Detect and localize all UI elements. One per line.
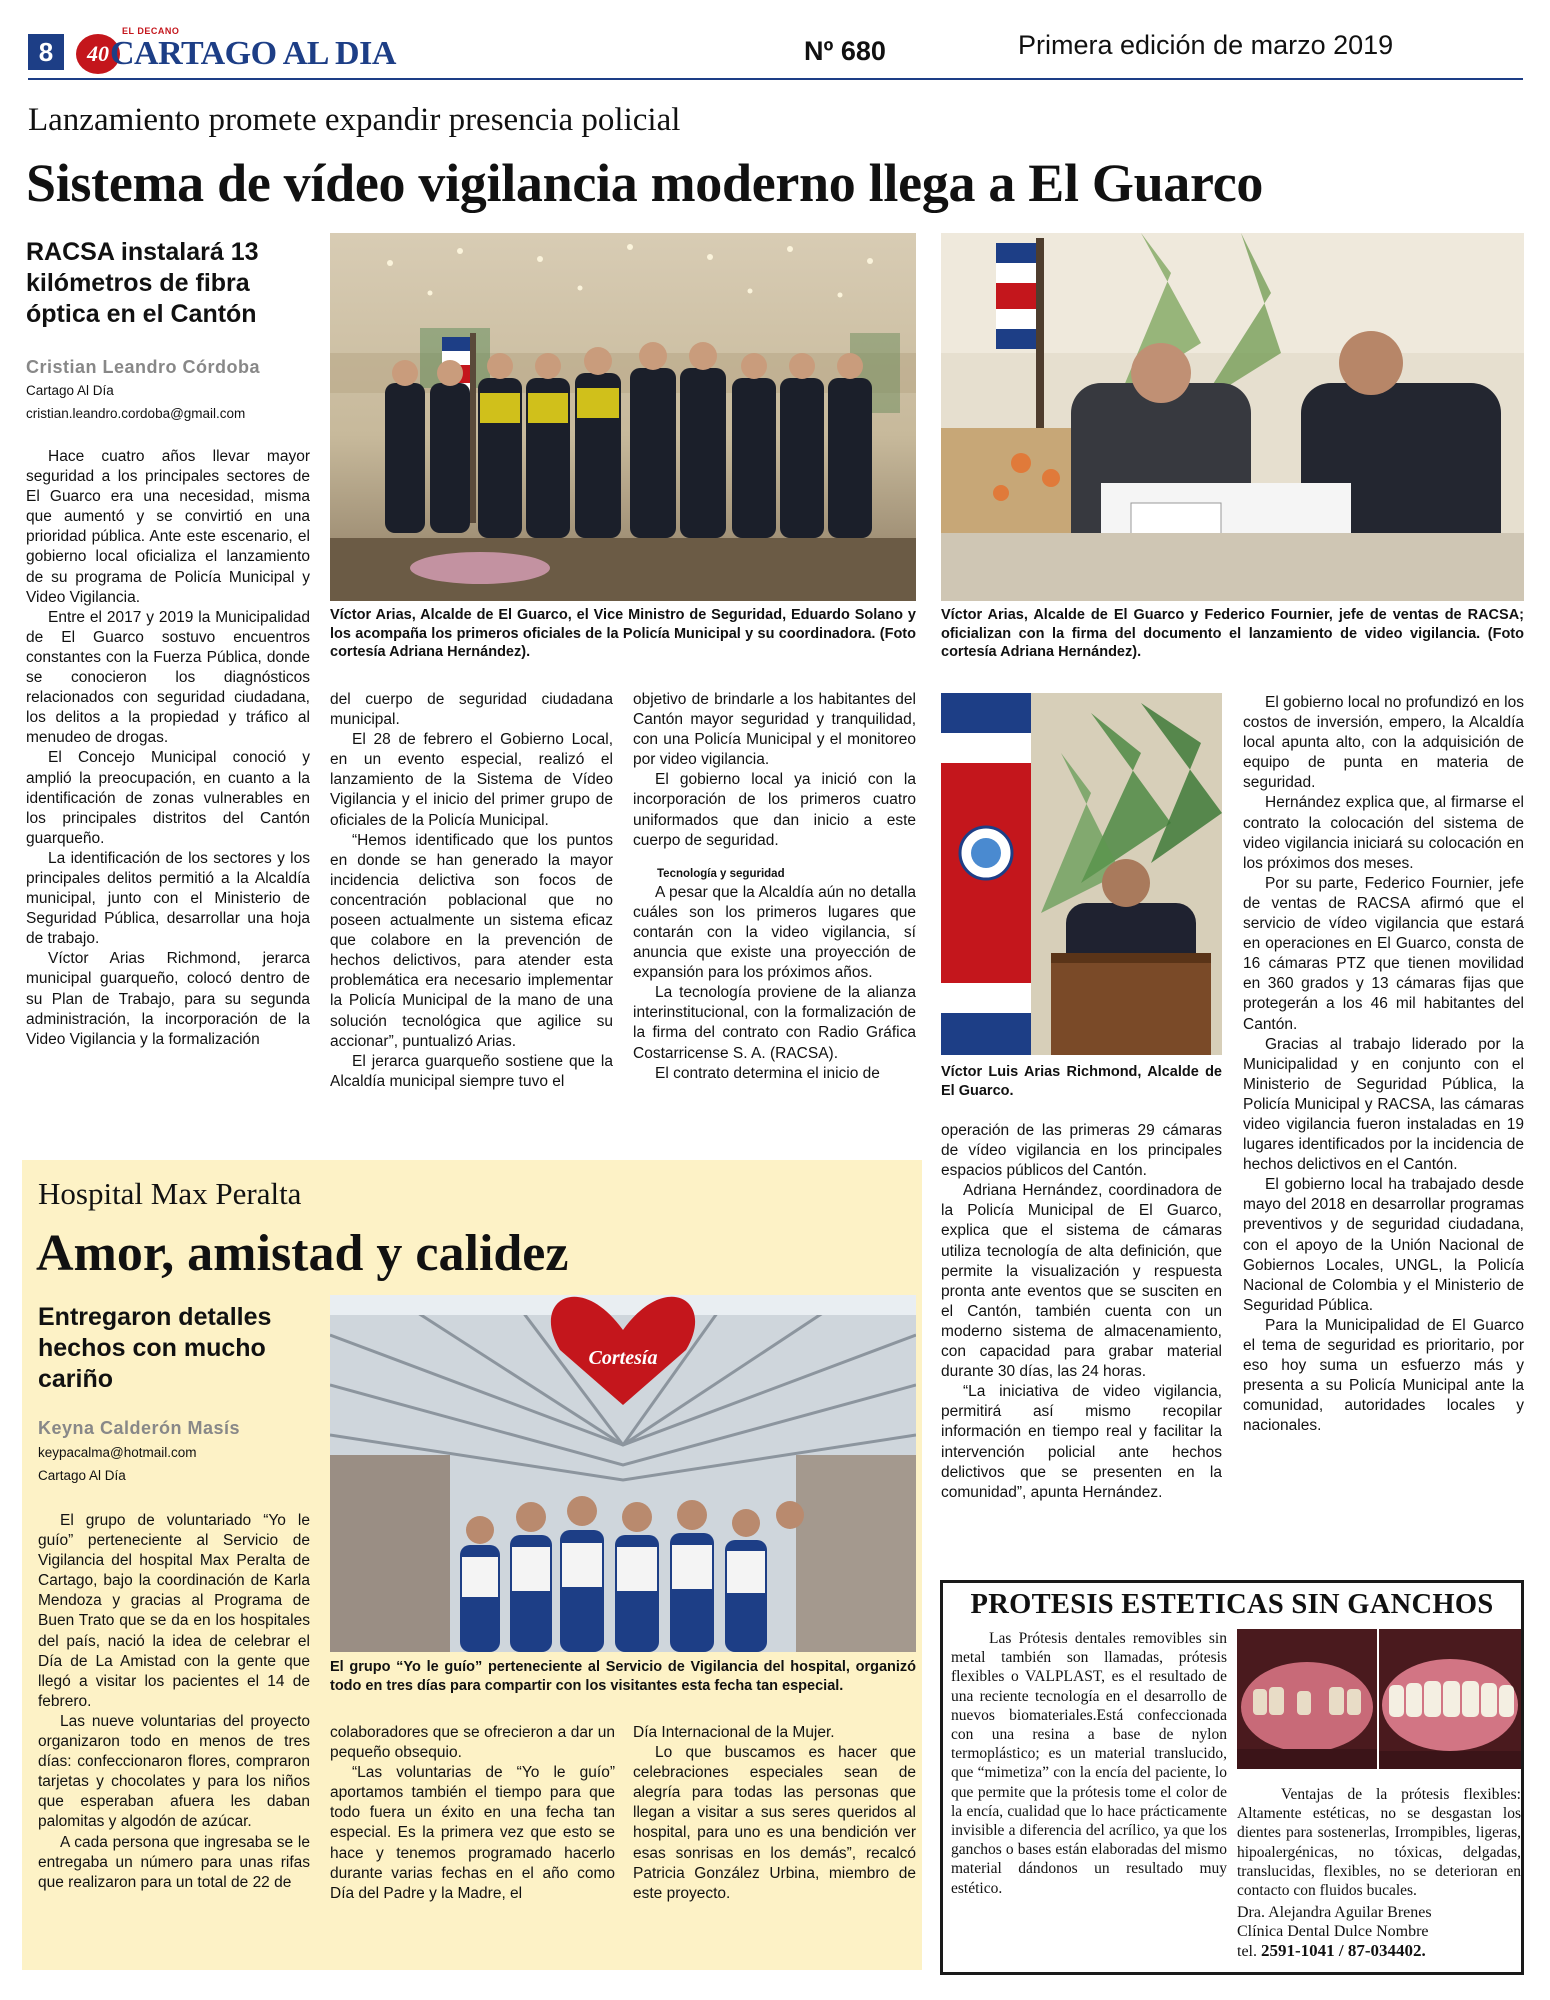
paragraph: Hernández explica que, al firmarse el contrato la colocación del sistema de video vigilancia iniciará su colocación en los próximos dos meses. <box>1243 794 1524 872</box>
ad-teeth-after <box>1379 1629 1521 1769</box>
feature-email: keypacalma@hotmail.com <box>38 1445 197 1460</box>
ad-title: PROTESIS ESTETICAS SIN GANCHOS <box>970 1589 1494 1620</box>
ad-body: Las Prótesis dentales removibles sin metal también son llamadas, prótesis flexibles o VALPLAST, es el resultado de una reciente tecnología en el desarrollo de nuevos biomateriales.Está confeccionada con una resina a base de nylon termoplástico; es un material translucido, que “mimetiza” con la encía del paciente, lo que permite que la prótesis tome el color de la encía, cualidad que lo hace prácticamente invisible a diferencia del acrílico, ya que los ganchos o bases están elaboradas del mismo material dándonos un resultado muy estético. <box>951 1630 1227 1897</box>
paragraph-continued: operación de las primeras 29 cámaras de vídeo vigilancia en los principales espacios públicos del Cantón. <box>941 1122 1222 1180</box>
feature-col2 <box>330 1723 615 1904</box>
paragraph-continued: Día Internacional de la Mujer. <box>633 1724 835 1741</box>
logo-name: CARTAGO AL DIA <box>110 35 396 72</box>
main-col2 <box>330 690 613 1092</box>
paragraph: Gracias al trabajo liderado por la Municipalidad y en conjunto con el Ministerio de Seguridad Pública, la Policía Municipal y RACSA, las cámaras video vigilancia fueron instaladas en 19 lugares identificados por la incidencia de hechos delictivos en el Cantón. <box>1243 1035 1524 1174</box>
ad-phones: 2591-1041 / 87-034402. <box>1261 1941 1426 1960</box>
feature-subhead: Entregaron detalles hechos con mucho cariño <box>38 1303 272 1393</box>
paragraph: Hace cuatro años llevar mayor seguridad a los principales sectores de El Guarco era una necesidad, misma que aumentó y se convirtió en una prioridad pública. Ante este escenario, el gobierno local oficializa el lanzamiento de su programa de Policía Municipal y Video Vigilancia. <box>26 448 310 606</box>
paragraph: A pesar que la Alcaldía aún no detalla cuáles son los primeros lugares que contarán con la video vigilancia, sí anuncia que existe una proyección de expansión para los próximos años. <box>633 883 916 982</box>
ad-phone-label: tel. <box>1237 1943 1257 1960</box>
photo-signing-caption: Víctor Arias, Alcalde de El Guarco y Federico Fournier, jefe de ventas de RACSA; oficializan con la firma del documento el lanzamiento de video vigilancia. (Foto cortesía Adriana Hernández). <box>941 607 1524 660</box>
paragraph: “Las voluntarias de “Yo le guío” aportamos también el tiempo para que todo fuera un éxito en una fecha tan especial. Es la primera vez que esto se hace y tenemos programado hacerlo durante varias fechas en el año como Día del Padre y la Madre, el <box>330 1764 615 1902</box>
photo-volunteers-caption: El grupo “Yo le guío” perteneciente al Servicio de Vigilancia del hospital, organizó todo en tres días para compartir con los visitantes esta fecha tan especial. <box>330 1659 916 1694</box>
paragraph-continued: objetivo de brindarle a los habitantes del Cantón mayor seguridad y tranquilidad, con una Policía Municipal y el monitoreo por video vigilancia. <box>633 691 916 769</box>
paragraph: “La iniciativa de video vigilancia, permitirá así mismo recopilar información en tiempo real y facilitar la intervención policial ante hechos delictivos que se presenten en la comunidad”, apunta Hernández. <box>941 1383 1222 1501</box>
photo-officers-group <box>330 233 916 601</box>
paragraph: Lo que buscamos es hacer que celebraciones especiales sean de alegría para todas las personas que llegan a visitar a sus seres queridos al hospital, para uno es una bendición ver esas sonrisas en los demás”, recalcó Patricia González Urbina, miembro de este proyecto. <box>633 1744 916 1902</box>
photo-mayor-caption: Víctor Luis Arias Richmond, Alcalde de El Guarco. <box>941 1064 1222 1099</box>
header-rule <box>28 78 1523 80</box>
edition-date: Primera edición de marzo 2019 <box>1018 30 1394 60</box>
main-headline: Sistema de vídeo vigilancia moderno llega a El Guarco <box>26 153 1264 213</box>
feature-author: Keyna Calderón Masís <box>38 1418 241 1438</box>
author-outlet: Cartago Al Día <box>26 383 114 398</box>
main-col5 <box>1243 693 1524 1436</box>
paragraph: El gobierno local no profundizó en los costos de inversión, empero, la Alcaldía local apunta alto, con la adquisición de equipo de punta en materia de seguridad. <box>1243 694 1524 792</box>
ad-clinic: Clínica Dental Dulce Nombre <box>1237 1923 1429 1940</box>
photo-mayor-podium <box>941 693 1222 1055</box>
feature-outlet: Cartago Al Día <box>38 1468 126 1483</box>
paragraph-continued: colaboradores que se ofrecieron a dar un pequeño obsequio. <box>330 1724 615 1762</box>
feature-col1 <box>38 1511 310 1893</box>
main-col1 <box>26 447 310 1050</box>
feature-kicker: Hospital Max Peralta <box>38 1176 302 1211</box>
paragraph: A cada persona que ingresaba se le entregaba un número para unas rifas que realizaron para un total de 22 de <box>38 1833 310 1891</box>
photo-signing <box>941 233 1524 601</box>
paragraph: El Concejo Municipal conoció y amplió la preocupación, en cuanto a la identificación de zonas vulnerables en los principales distritos del Cantón guarqueño. <box>26 749 310 847</box>
author-name: Cristian Leandro Córdoba <box>26 357 261 377</box>
paragraph: El jerarca guarqueño sostiene que la Alcaldía municipal siempre tuvo el <box>330 1052 613 1090</box>
main-kicker: Lanzamiento promete expandir presencia policial <box>28 102 681 138</box>
paragraph-continued: del cuerpo de seguridad ciudadana municipal. <box>330 691 613 729</box>
section-subhead: Tecnología y seguridad <box>657 867 785 880</box>
paragraph: Las nueve voluntarias del proyecto organizaron todo en menos de tres días: confeccionaron flores, compraron tarjetas y chocolates y para los niños que esperaban afuera les daban palomitas y algodón de azúcar. <box>38 1712 310 1831</box>
page-number: 8 <box>28 34 64 70</box>
paragraph: Víctor Arias Richmond, jerarca municipal guarqueño, colocó dentro de su Plan de Trabajo, para su segunda administración, la incorporación de la Video Vigilancia y la formalización <box>26 950 310 1048</box>
logo-40-badge: 40 <box>76 34 120 74</box>
ad-phone-line <box>1237 1941 1521 1961</box>
paragraph: Para la Municipalidad de El Guarco el tema de seguridad es prioritario, por eso hoy suma un esfuerzo más y presenta a su Policía Municipal ante la comunidad, autoridades locales y nacionales. <box>1243 1316 1524 1435</box>
issue-number: Nº 680 <box>804 36 886 66</box>
paragraph: El gobierno local ya inició con la incorporación de los primeros cuatro uniformados que dan inicio a este cuerpo de seguridad. <box>633 771 916 849</box>
paragraph: El contrato determina el inicio de <box>655 1064 880 1082</box>
author-email: cristian.leandro.cordoba@gmail.com <box>26 406 246 421</box>
dental-ad <box>940 1580 1524 1975</box>
photo-officers-caption: Víctor Arias, Alcalde de El Guarco, el Vice Ministro de Seguridad, Eduardo Solano y los acompaña los primeros oficiales de la Policía Municipal y su coordinadora. (Foto cortesía Adriana Hernández). <box>330 607 916 660</box>
paragraph: El grupo de voluntariado “Yo le guío” perteneciente al Servicio de Vigilancia del hospital Max Peralta de Cartago, bajo la coordinación de Karla Mendoza y gracias al Programa de Buen Trato que se da en los hospitales del país, nació la idea de celebrar el Día de La Amistad con la gente que llegó a visitar los pacientes el 14 de febrero. <box>38 1512 310 1710</box>
paragraph: Por su parte, Federico Fournier, jefe de ventas de RACSA afirmó que el servicio de vídeo vigilancia que estará en operaciones en El Guarco, consta de 16 cámaras PTZ que tienen movilidad en 360 grados y 13 cámaras fijas que protegerán a los 46 mil habitantes del Cantón. <box>1243 874 1524 1033</box>
main-col4 <box>941 1121 1222 1503</box>
feature-col3 <box>633 1723 916 1904</box>
ad-doctor: Dra. Alejandra Aguilar Brenes <box>1237 1904 1432 1921</box>
feature-headline: Amor, amistad y calidez <box>36 1225 569 1282</box>
paragraph: La identificación de los sectores y los principales delitos permitió a la Alcaldía municipal, junto con el Ministerio de Seguridad Pública, desarrollar una hoja de trabajo. <box>26 849 310 948</box>
paragraph: Adriana Hernández, coordinadora de la Policía Municipal de El Guarco, explica que el sistema de cámaras utiliza tecnología de alta definición, que permite la visualización y respuesta pronta ante eventos que se susciten en el Cantón, también cuenta con un moderno sistema de almacenamiento, con capacidad para grabar material durante 30 días, las 24 horas. <box>941 1182 1222 1381</box>
paragraph: El 28 de febrero el Gobierno Local, en un evento especial, realizó el lanzamiento de la Sistema de Vídeo Vigilancia y el inicio del primer grupo de oficiales de la Policía Municipal. <box>330 731 613 829</box>
logo-decano: EL DECANO <box>122 26 180 36</box>
ad-advantages: Ventajas de la prótesis flexibles: Altamente estéticas, no se desgastan los dientes para sostenerlas, Irrompibles, ligeras, hipoalergénicas, no tóxicas, delgadas, translucidas, flexibles, no se deterioran en contacto con fluidos bucales. <box>1237 1786 1521 1900</box>
logo <box>70 26 396 78</box>
main-subhead: RACSA instalará 13 kilómetros de fibra óptica en el Cantón <box>26 238 259 328</box>
masthead <box>28 26 1523 78</box>
heart-sign-text: Cortesía <box>588 1347 658 1369</box>
paragraph: El gobierno local ha trabajado desde mayo del 2018 en desarrollar programas preventivos y de seguridad ciudadana, con el apoyo de la Unión Nacional de Gobiernos Locales, UNGL, la Policía Nacional de Colombia y el Ministerio de Seguridad Pública. <box>1243 1176 1524 1314</box>
photo-volunteers <box>330 1295 916 1652</box>
ad-teeth-before <box>1237 1629 1377 1769</box>
paragraph: La tecnología proviene de la alianza interinstitucional, con la formalización de la firma del contrato con Radio Gráfica Costarricense S. A. (RACSA). <box>633 984 916 1062</box>
paragraph: Entre el 2017 y 2019 la Municipalidad de El Guarco sostuvo encuentros constantes con la Fuerza Pública, donde se conocieron los diagnósticos relacionados con seguridad ciudadana, los delitos a la propiedad y tráfico al menudeo de drogas. <box>26 608 310 747</box>
main-col3 <box>633 690 916 1084</box>
paragraph: “Hemos identificado que los puntos en donde se han generado la mayor incidencia delictiva son focos de concentración poblacional que no poseen actualmente un sistema eficaz que colabore en la prevención de hechos delictivos, para atender esta problemática era necesario implementar la Policía Municipal de la mano de una solución tecnológica que agilice su accionar”, puntualizó Arias. <box>330 831 613 1050</box>
